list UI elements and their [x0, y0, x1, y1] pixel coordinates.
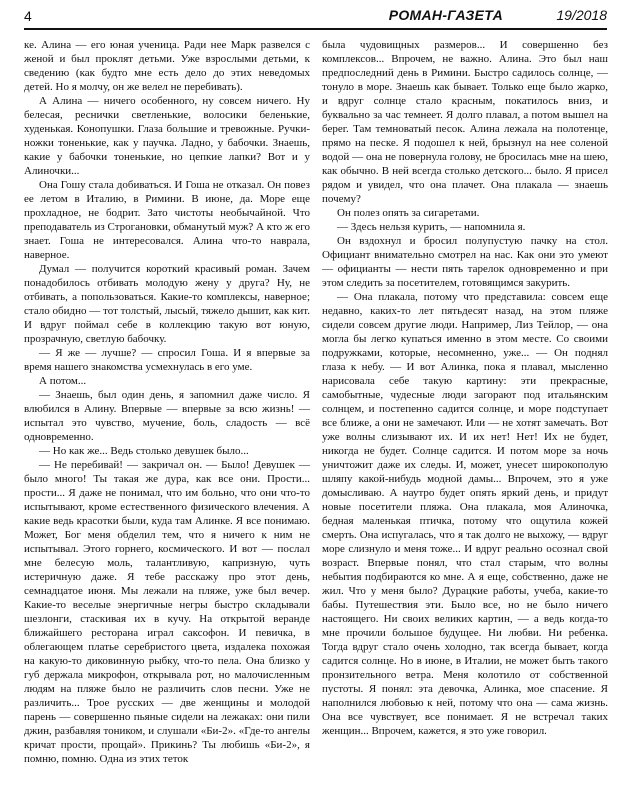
- left-column: [24, 38, 310, 796]
- paragraph: А потом...: [39, 375, 87, 387]
- paragraph: Думал — получится короткий красивый роман. Зачем понадобилось отбивать молодую жену у друга? Ну, не отбивать, а попользоваться. Какие-то комплексы, наверное; стало обидно — тот толстый, лысый, тяжело дышит, как кит. И вдруг поймал себе в коллекцию такую вот юную, прозрачную, светлую бабочку.: [24, 263, 310, 345]
- magazine-title: РОМАН-ГАЗЕТА: [388, 7, 503, 23]
- page-number: 4: [24, 8, 32, 24]
- paragraph: была чудовищных размеров... И совершенно без комплексов... Впрочем, не важно. Алина. Это был наш предпоследний день в Римини. Быстро садилось солнце, — тонуло в море. Знаешь как бывает. Только еще было жарко, и вдруг солнце стало красным, покатилось вниз, и буквально за час темнеет. Я долго плавал, а потом вышел на берег. Там темноватый песок. Алина лежала на полотенце, прямо на песке. Я подошел к ней, брызнул на нее соленой водой — она не повернула голову, не бросилась мне на шею, как обычно. В ней всегда столько детского... было. Я присел рядом и увидел, что она плачет. Она плакала — знаешь почему?: [322, 39, 608, 205]
- paragraph: — Не перебивай! — закричал он. — Было! Девушек — было много! Ты такая же дура, как все они. Прости... прости... Я даже не понимал, что им больно, что они что-то испытывают, кроме естественного физического влечения. А какие ведь красотки были, куда там Алинке. Я все понимаю. Может, Бог меня обделил тем, что я ничего к ним не испытывал. Этого горнего, космического. И вот — послал мне белесую моль, талантливую, капризную, чуть истеричную даже. Я тебе расскажу про этот день, семнадцатое июня. Мы лежали на пляже, уже был вечер. Какие-то веселые энергичные негры быстро складывали шезлонги, стаскивая их в кучу. На открытой веранде ближайшего ресторана играл саксофон. И певичка, в облегающем платье серебристого цвета, издалека похожая на какую-то диковинную рыбку, что-то пела. Она близко у губ держала микрофон, открывала рот, но малочисленным людям на пляже было не различить слов песни. Уже не различить... Трое русских — две женщины и молодой парень — совершенно пьяные сидели на лежаках: они пили джин, разбавляя тоником, и слушали «Би-2». «Где-то ангелы кричат прости, прощай». Прикинь? Ты любишь «Би-2», я помню, помню. Одна из этих теток: [24, 459, 310, 765]
- paragraph: — Она плакала, потому что представила: совсем еще недавно, каких-то лет пятьдесят назад, на этом пляже сидели совсем другие люди. Например, Лиз Тейлор, — она могла бы легко купаться именно в этом месте. Со своими подружками, которые, несомненно, уже... — Он поднял глаза к небу. — И вот Алинка, пока я плавал, мысленно нарисовала себе такую картину: эти прекрасные, самобытные, чудесные люди загорают под итальянским солнцем, и постепенно садится солнце, и море подступает все ближе, а они не замечают. Или — не хотят замечать. Вот уже волны слизывают их. И их нет! Нет! Их не будет, никогда не будет. Солнце садится. И потом море за ночь уничтожит даже их следы. И, может, унесет широкополую шляпу какой-нибудь модной дамы... Впрочем, это я уже домысливаю. А наутро будет опять яркий день, и придут новые посетители пляжа. Она плакала, моя Алиночка, бедная маленькая птичка, потому что ощутила кожей смерть. Она испугалась, что я так долго не выхожу, — вдруг море слизнуло и меня тоже... И вдруг реально осознал свой возраст. Впервые понял, что стал старым, что волны небытия подбираются ко мне. А я еще, собственно, даже не жил. Что у меня было? Дурацкие работы, учеба, какие-то бабы. Путешествия эти. Было все, но не было ничего настоящего. Ни своих великих картин, — а ведь когда-то мне прочили большое будущее. Ни любви. Ни ребенка. Тогда вдруг стало очень холодно, так всегда бывает, когда садится солнце. Но в июне, в Италии, не может быть такого пронзительного ветра. Меня колотило от собственной пустоты. Я понял: эта девочка, Алинка, мое спасение. Я наполнился любовью к ней, потому что она — сама жизнь. Она все чувствует, все понимает. Я не встречал таких женщин... Впрочем, кажется, я это уже говорил.: [322, 291, 608, 737]
- paragraph: Он полез опять за сигаретами.: [337, 207, 480, 219]
- paragraph: — Знаешь, был один день, я запомнил даже число. Я влюбился в Алину. Впервые — впервые за всю жизнь! — испытал это чувство, мучение, боль, сладость — всё одновременно.: [24, 389, 310, 443]
- paragraph: ке. Алина — его юная ученица. Ради нее Марк развелся с женой и был проклят детьми. Уже взрослыми детьми, к сведению (как будто мне есть дело до этих неведомых детей. Но я молчу, он же велел не перебивать).: [24, 39, 310, 93]
- header-rule: [24, 28, 607, 30]
- paragraph: Он вздохнул и бросил полупустую пачку на стол. Официант внимательно смотрел на нас. Как они это умеют — официанты — нести пять тарелок одновременно и при этом следить за посетителем, готовящимся закурить.: [322, 235, 608, 289]
- paragraph: — Но как же... Ведь столько девушек было...: [39, 445, 249, 457]
- paragraph: Она Гошу стала добиваться. И Гоша не отказал. Он повез ее летом в Италию, в Римини. В июне, да. Море еще прохладное, не бодрит. Зато чистоты необычайной. Что преподаватель из Строгановки, обманутый муж? А кто ж его знает. Гоша не интересовался. Алина что-то наврала, наверное.: [24, 179, 310, 261]
- paragraph: — Здесь нельзя курить, — напомнила я.: [337, 221, 526, 233]
- issue-number: 19/2018: [556, 7, 607, 23]
- right-column: [322, 38, 608, 796]
- paragraph: А Алина — ничего особенного, ну совсем ничего. Ну белесая, реснички светленькие, волосики беленькие, худенькая. Конопушки. Глаза большие и тревожные. Ручки-ножки тоненькие, как у паучка. Ладно, у бабочки. Знаешь, какие у бабочки тоненькие, но цепкие лапки? Вот и у Алиночки...: [24, 95, 310, 177]
- paragraph: — Я же — лучше? — спросил Гоша. И я впервые за время нашего знакомства усмехнулась в его уме.: [24, 347, 310, 373]
